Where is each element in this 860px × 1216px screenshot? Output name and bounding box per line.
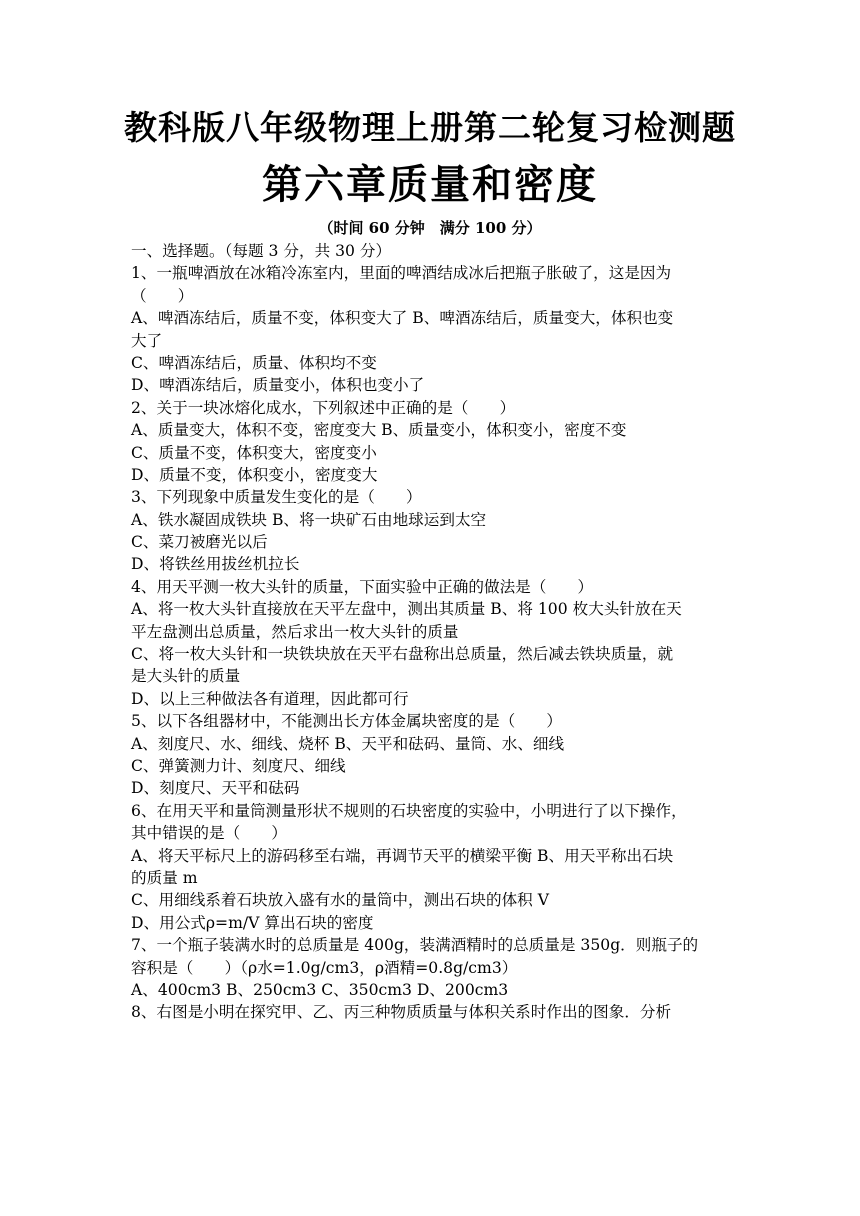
chapter-title: 第六章质量和密度 (262, 161, 598, 208)
exam-time-score: （时间 60 分钟 满分 100 分） (318, 219, 542, 237)
text-line: 6、在用天平和量筒测量形状不规则的石块密度的实验中，小明进行了以下操作， (131, 801, 687, 820)
text-line: A、质量变大，体积不变，密度变大 B、质量变小，体积变小，密度不变 (131, 421, 627, 440)
text-line: 8、右图是小明在探究甲、乙、丙三种物质质量与体积关系时作出的图象．分析 (131, 1003, 672, 1022)
text-line: 是大头针的质量 (131, 667, 241, 686)
text-line: 的质量 m (131, 868, 198, 887)
text-line: C、质量不变，体积变大，密度变小 (131, 443, 377, 462)
section-heading: 一、选择题。（每题 3 分，共 30 分） (131, 242, 392, 260)
document-title: 教科版八年级物理上册第二轮复习检测题 (124, 108, 736, 147)
text-line: 5、以下各组器材中，不能测出长方体金属块密度的是（ ） (131, 712, 562, 731)
text-line: 3、下列现象中质量发生变化的是（ ） (131, 488, 422, 507)
text-line: 平左盘测出总质量，然后求出一枚大头针的质量 (131, 622, 459, 641)
text-line: A、400cm3 B、250cm3 C、350cm3 D、200cm3 (131, 980, 509, 999)
text-line: A、啤酒冻结后，质量不变，体积变大了 B、啤酒冻结后，质量变大，体积也变 (131, 309, 674, 328)
text-line: C、弹簧测力计、刻度尺、细线 (131, 756, 346, 775)
text-line: D、刻度尺、天平和砝码 (131, 779, 300, 798)
text-line: 其中错误的是（ ） (131, 824, 287, 843)
text-line: 2、关于一块冰熔化成水，下列叙述中正确的是（ ） (131, 398, 516, 417)
text-line: D、用公式ρ=m/V 算出石块的密度 (131, 913, 374, 932)
text-line: （ ） (131, 286, 194, 305)
question-lines (131, 262, 743, 1023)
text-line: 7、一个瓶子装满水时的总质量是 400g，装满酒精时的总质量是 350g．则瓶子的 (131, 936, 699, 955)
text-line: C、用细线系着石块放入盛有水的量筒中，测出石块的体积 V (131, 891, 549, 910)
text-line: D、啤酒冻结后，质量变小，体积也变小了 (131, 376, 425, 395)
text-line: D、将铁丝用拔丝机拉长 (131, 555, 300, 574)
question-body (131, 240, 743, 1024)
text-line: D、质量不变，体积变小，密度变大 (131, 465, 378, 484)
text-line: A、将天平标尺上的游码移至右端，再调节天平的横梁平衡 B、用天平称出石块 (131, 846, 674, 865)
text-line: A、将一枚大头针直接放在天平左盘中，测出其质量 B、将 100 枚大头针放在天 (131, 600, 682, 619)
text-line: 4、用天平测一枚大头针的质量，下面实验中正确的做法是（ ） (131, 577, 594, 596)
text-line: 1、一瓶啤酒放在冰箱冷冻室内，里面的啤酒结成冰后把瓶子胀破了，这是因为 (131, 264, 672, 283)
text-line: C、将一枚大头针和一块铁块放在天平右盘称出总质量，然后减去铁块质量，就 (131, 645, 674, 664)
text-line: C、菜刀被磨光以后 (131, 533, 268, 552)
text-line: 大了 (131, 331, 163, 350)
text-line: D、以上三种做法各有道理，因此都可行 (131, 689, 409, 708)
text-line: A、刻度尺、水、细线、烧杯 B、天平和砝码、量筒、水、细线 (131, 734, 565, 753)
text-line: C、啤酒冻结后，质量、体积均不变 (131, 353, 377, 372)
text-line: A、铁水凝固成铁块 B、将一块矿石由地球运到太空 (131, 510, 487, 529)
text-line: 容积是（ ）（ρ水=1.0g/cm3，ρ酒精=0.8g/cm3） (131, 958, 518, 977)
